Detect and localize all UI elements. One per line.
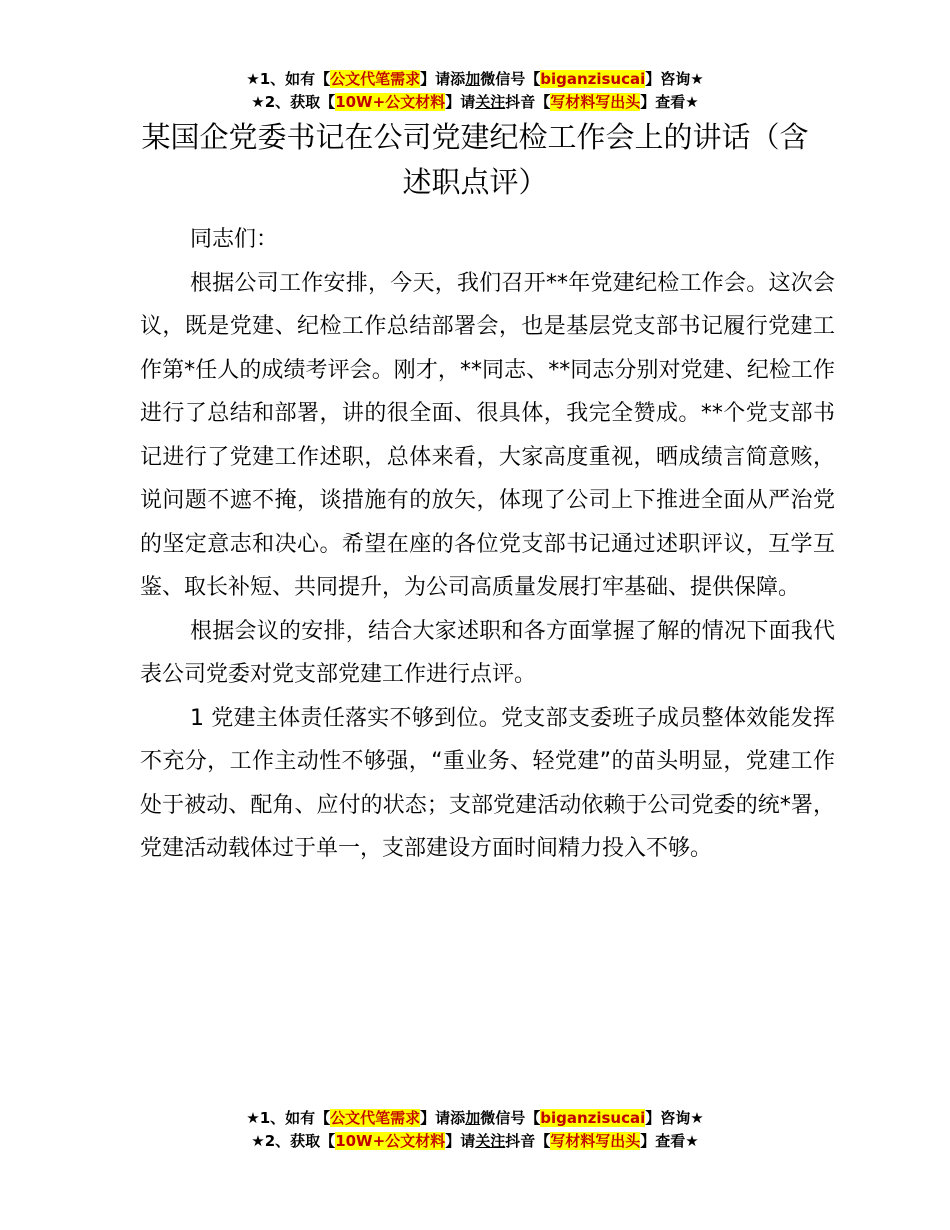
promo-text: 微信号【: [480, 1109, 541, 1127]
top-promo-banner: [0, 68, 950, 114]
promo-text: ★1、如有【: [246, 1109, 331, 1127]
promo-douyin-id: 写材料写出头: [550, 93, 641, 111]
body-paragraph: 根据会议的安排，结合大家述职和各方面掌握了解的情况下面我代表公司党委对党支部党建工作进行点评。: [140, 618, 835, 687]
promo-underline: 关注: [475, 93, 506, 111]
salutation: 同志们：: [190, 227, 279, 252]
promo-douyin-id: 写材料写出头: [550, 1132, 641, 1150]
promo-text: 】请: [445, 93, 476, 111]
body-paragraph: 1 党建主体责任落实不够到位。党支部支委班子成员整体效能发挥不充分，工作主动性不够强，“重业务、轻党建”的苗头明显，党建工作处于被动、配角、应付的状态；支部党建活动依赖于公司党委的统*署，党建活动载体过于单一，支部建设方面时间精力投入不够。: [140, 705, 835, 861]
promo-text: 】请添: [420, 70, 466, 88]
promo-highlight: 10W+公文材料: [335, 93, 446, 111]
document-title: 某国企党委书记在公司党建纪检工作会上的讲话（含述职点评）: [141, 120, 809, 199]
promo-text: 】请添: [420, 1109, 466, 1127]
promo-wechat-id: biganzisucai: [540, 1109, 646, 1127]
bottom-promo-banner: [0, 1107, 950, 1153]
promo-text: ★2、获取【: [251, 1132, 336, 1150]
promo-text: ★2、获取【: [251, 93, 336, 111]
promo-text: 抖音【: [505, 93, 551, 111]
promo-text: 】咨询★: [645, 70, 704, 88]
promo-line-2: [0, 91, 950, 114]
promo-text: 抖音【: [505, 1132, 551, 1150]
promo-wechat-id: biganzisucai: [540, 70, 646, 88]
promo-highlight: 公文代笔需求: [330, 70, 421, 88]
promo-line-1: [0, 68, 950, 91]
promo-line-1: [0, 1107, 950, 1130]
promo-text: 】请: [445, 1132, 476, 1150]
promo-text: 】咨询★: [645, 1109, 704, 1127]
promo-highlight: 10W+公文材料: [335, 1132, 446, 1150]
promo-text: 微信号【: [480, 70, 541, 88]
promo-highlight: 公文代笔需求: [330, 1109, 421, 1127]
promo-underline: 加: [465, 70, 481, 88]
promo-line-2: [0, 1130, 950, 1153]
promo-text: 】查看★: [640, 93, 699, 111]
document-body: [140, 218, 835, 871]
promo-underline: 关注: [475, 1132, 506, 1150]
promo-underline: 加: [465, 1109, 481, 1127]
body-paragraph: 根据公司工作安排，今天，我们召开**年党建纪检工作会。这次会议，既是党建、纪检工作总结部署会，也是基层党支部书记履行党建工作第*任人的成绩考评会。刚才，**同志、**同志分别对党建、纪检工作进行了总结和部署，讲的很全面、很具体，我完全赞成。**个党支部书记进行了党建工作述职，总体来看，大家高度重视，晒成绩言简意赅，说问题不遮不掩，谈措施有的放矢，体现了公司上下推进全面从严治党的坚定意志和决心。希望在座的各位党支部书记通过述职评议，互学互鉴、取长补短、共同提升，为公司高质量发展打牢基础、提供保障。: [140, 270, 835, 600]
promo-text: 】查看★: [640, 1132, 699, 1150]
promo-text: ★1、如有【: [246, 70, 331, 88]
